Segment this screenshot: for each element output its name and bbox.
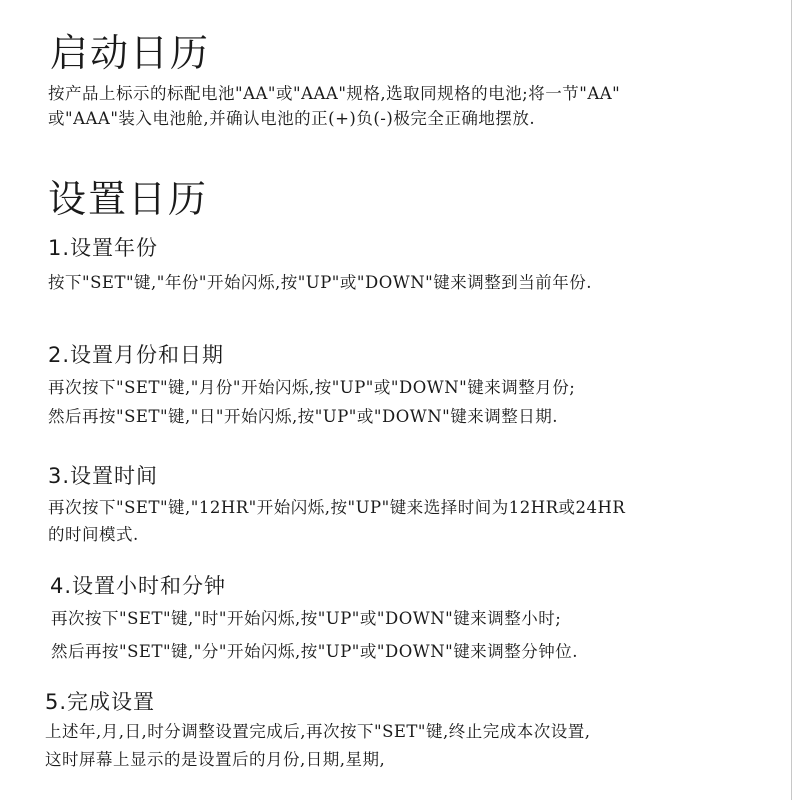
page-border (791, 0, 792, 800)
step-5-line-2: 这时屏幕上显示的是设置后的月份,日期,星期, (45, 750, 386, 769)
step-5-heading: 5.完成设置 (45, 690, 156, 714)
step-2-line-1: 再次按下"SET"键,"月份"开始闪烁,按"UP"或"DOWN"键来调整月份; (48, 378, 576, 397)
step-4-heading: 4.设置小时和分钟 (50, 574, 227, 598)
step-3-heading: 3.设置时间 (48, 464, 159, 488)
step-3-line-1: 再次按下"SET"键,"12HR"开始闪烁,按"UP"键来选择时间为12HR或24HR (48, 498, 626, 517)
start-calendar-title: 启动日历 (50, 31, 211, 75)
step-2-line-2: 然后再按"SET"键,"日"开始闪烁,按"UP"或"DOWN"键来调整日期. (48, 407, 558, 426)
battery-instruction-line-2: 或"AAA"装入电池舱,并确认电池的正(+)负(-)极完全正确地摆放. (48, 109, 536, 128)
step-1-line-1: 按下"SET"键,"年份"开始闪烁,按"UP"或"DOWN"键来调整到当前年份. (48, 273, 592, 292)
step-5-line-1: 上述年,月,日,时分调整设置完成后,再次按下"SET"键,终止完成本次设置, (45, 722, 591, 741)
step-4-line-2: 然后再按"SET"键,"分"开始闪烁,按"UP"或"DOWN"键来调整分钟位. (51, 642, 578, 661)
set-calendar-title: 设置日历 (48, 177, 209, 221)
battery-instruction-line-1: 按产品上标示的标配电池"AA"或"AAA"规格,选取同规格的电池;将一节"AA" (48, 84, 621, 103)
step-2-heading: 2.设置月份和日期 (48, 343, 225, 367)
step-4-line-1: 再次按下"SET"键,"时"开始闪烁,按"UP"或"DOWN"键来调整小时; (51, 609, 562, 628)
step-1-heading: 1.设置年份 (48, 236, 159, 260)
step-3-line-2: 的时间模式. (48, 525, 139, 544)
